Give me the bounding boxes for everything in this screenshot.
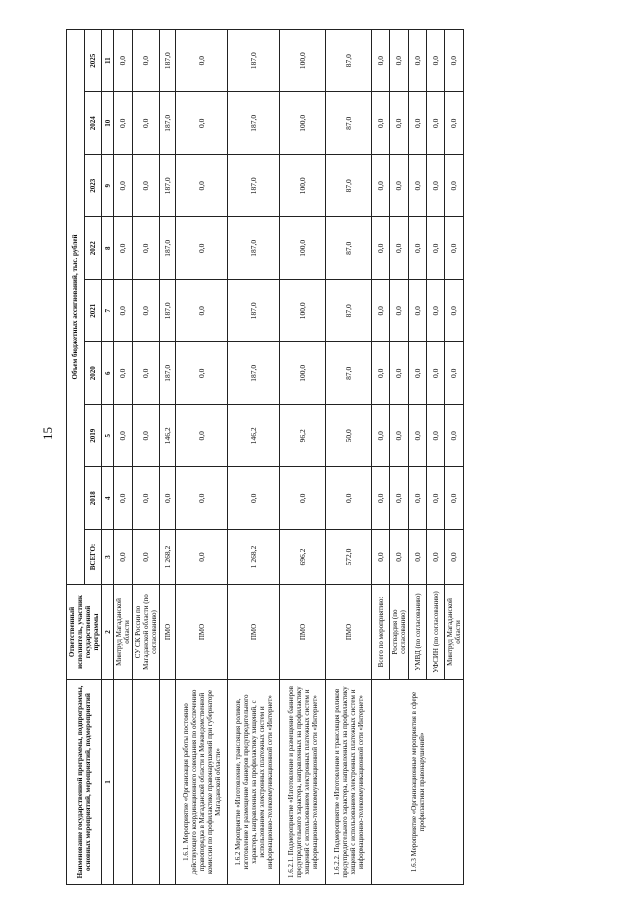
row-value: 0,0	[228, 467, 280, 530]
row-value: 187,0	[228, 217, 280, 280]
group-name: 1.6.3 Мероприятие «Организационные мероприятия в сфере профилактики правонарушений»	[372, 680, 464, 885]
column-index: 5	[102, 405, 114, 468]
row-value: 87,0	[326, 92, 372, 155]
row-value: 187,0	[228, 29, 280, 92]
row-responsible: Минтруд Магаданской области	[445, 585, 464, 680]
row-value: 0,0	[114, 467, 133, 530]
row-value: 0,0	[445, 530, 464, 585]
row-value: 0,0	[445, 155, 464, 218]
row-value: 0,0	[390, 467, 409, 530]
row-value: 0,0	[427, 467, 445, 530]
row-value: 0,0	[372, 405, 390, 468]
column-index: 3	[102, 530, 114, 585]
table-row	[114, 29, 133, 884]
row-value: 0,0	[280, 467, 326, 530]
row-value: 0,0	[372, 155, 390, 218]
row-value: 0,0	[133, 92, 160, 155]
row-value: 0,0	[133, 530, 160, 585]
row-value: 0,0	[372, 29, 390, 92]
header-name: Наименование государственной программы, подпрограммы, основных мероприятий, мероприятий, подмероприятий	[67, 680, 102, 885]
row-value: 100,0	[280, 342, 326, 405]
row-responsible: ПМО	[326, 585, 372, 680]
row-value: 0,0	[427, 405, 445, 468]
row-value: 0,0	[372, 342, 390, 405]
row-value: 187,0	[228, 155, 280, 218]
row-value: 0,0	[176, 217, 228, 280]
row-responsible: СУ СК России по Магаданской области (по согласованию)	[133, 585, 160, 680]
row-value: 0,0	[114, 92, 133, 155]
row-value: 0,0	[390, 405, 409, 468]
row-value: 0,0	[409, 92, 427, 155]
row-value: 0,0	[372, 217, 390, 280]
row-value: 1 268,2	[228, 530, 280, 585]
column-index: 9	[102, 155, 114, 218]
row-value: 0,0	[114, 29, 133, 92]
row-value: 0,0	[114, 405, 133, 468]
row-value: 0,0	[133, 155, 160, 218]
row-name	[133, 680, 160, 885]
row-value: 0,0	[427, 342, 445, 405]
row-value: 0,0	[445, 280, 464, 343]
row-value: 0,0	[390, 342, 409, 405]
row-value: 0,0	[372, 92, 390, 155]
table-row	[228, 29, 280, 884]
row-responsible: ПМО	[280, 585, 326, 680]
row-value: 0,0	[176, 280, 228, 343]
row-value: 0,0	[427, 29, 445, 92]
row-value: 187,0	[160, 342, 176, 405]
row-value: 0,0	[114, 342, 133, 405]
row-value: 100,0	[280, 280, 326, 343]
row-value: 0,0	[427, 530, 445, 585]
row-value: 100,0	[280, 155, 326, 218]
table-body	[114, 29, 464, 884]
row-value: 0,0	[114, 280, 133, 343]
page-number: 15	[40, 427, 55, 440]
row-value: 0,0	[390, 155, 409, 218]
table-row	[160, 29, 176, 884]
header-year: 2019	[84, 405, 102, 468]
header-year: 2022	[84, 217, 102, 280]
row-value: 100,0	[280, 29, 326, 92]
row-value: 0,0	[133, 405, 160, 468]
row-value: 0,0	[445, 217, 464, 280]
row-value: 0,0	[176, 155, 228, 218]
row-value: 0,0	[409, 217, 427, 280]
row-value: 0,0	[427, 280, 445, 343]
row-responsible: Росгвардия (по согласованию)	[390, 585, 409, 680]
row-value: 0,0	[409, 342, 427, 405]
row-value: 0,0	[445, 29, 464, 92]
column-index: 1	[102, 680, 114, 885]
row-value: 100,0	[280, 92, 326, 155]
row-value: 187,0	[160, 29, 176, 92]
row-value: 0,0	[390, 92, 409, 155]
column-index: 8	[102, 217, 114, 280]
row-value: 0,0	[176, 92, 228, 155]
row-value: 146,2	[228, 405, 280, 468]
row-value: 0,0	[390, 530, 409, 585]
row-value: 96,2	[280, 405, 326, 468]
row-value: 0,0	[372, 467, 390, 530]
row-name: 1.6.1. Мероприятие «Организация работы постоянно действующего координационного совещания по обеспечению правопорядка в Магаданской области и Межведомственной комиссии по профилактике правонарушений при губернаторе Магаданской области»	[176, 680, 228, 885]
table-row	[280, 29, 326, 884]
row-name	[160, 680, 176, 885]
row-responsible: Минтруд Магаданской области	[114, 585, 133, 680]
column-index: 10	[102, 92, 114, 155]
row-value: 0,0	[176, 530, 228, 585]
row-value: 0,0	[390, 217, 409, 280]
column-index: 4	[102, 467, 114, 530]
row-value: 0,0	[133, 342, 160, 405]
column-index: 6	[102, 342, 114, 405]
row-value: 50,0	[326, 405, 372, 468]
row-value: 0,0	[427, 155, 445, 218]
row-value: 146,2	[160, 405, 176, 468]
header-year: 2025	[84, 29, 102, 92]
row-responsible: ПМО	[176, 585, 228, 680]
row-value: 87,0	[326, 217, 372, 280]
row-value: 0,0	[176, 405, 228, 468]
row-value: 87,0	[326, 155, 372, 218]
row-value: 0,0	[176, 29, 228, 92]
row-value: 0,0	[160, 467, 176, 530]
rotated-page	[66, 30, 551, 885]
row-value: 0,0	[372, 280, 390, 343]
row-value: 0,0	[409, 280, 427, 343]
row-responsible: УФСИН (по согласованию)	[427, 585, 445, 680]
row-value: 0,0	[326, 467, 372, 530]
row-value: 0,0	[445, 342, 464, 405]
row-name: 1.6.2.2. Подмероприятие «Изготовление и трансляция роликов предупредительного характера, направленных на профилактику хищений с использованием электронных платежных систем и информационно-телекоммуникационной сети «Интернет»	[326, 680, 372, 885]
column-index: 2	[102, 585, 114, 680]
row-value: 0,0	[390, 280, 409, 343]
row-value: 0,0	[409, 155, 427, 218]
row-value: 0,0	[409, 530, 427, 585]
row-value: 0,0	[114, 155, 133, 218]
header-year: 2020	[84, 342, 102, 405]
row-value: 0,0	[176, 467, 228, 530]
header-budget: Объем бюджетных ассигнований, тыс. рублей	[67, 29, 85, 584]
budget-table	[66, 29, 464, 885]
row-value: 0,0	[427, 92, 445, 155]
row-value: 87,0	[326, 342, 372, 405]
header-year: 2021	[84, 280, 102, 343]
row-value: 100,0	[280, 217, 326, 280]
row-name: 1.6.2.1. Подмероприятие «Изготовление и размещение баннеров предупредительного характера, направленных на профилактику хищений с использованием электронных платежных систем и информационно-телекоммуникационной сети «Интернет»	[280, 680, 326, 885]
row-value: 696,2	[280, 530, 326, 585]
row-value: 1 268,2	[160, 530, 176, 585]
row-value: 0,0	[133, 467, 160, 530]
row-value: 187,0	[160, 217, 176, 280]
header-responsible: Ответственный исполнитель, участник государственной программы	[67, 585, 102, 680]
table-header	[67, 29, 114, 884]
row-value: 187,0	[228, 342, 280, 405]
row-value: 572,0	[326, 530, 372, 585]
column-index: 7	[102, 280, 114, 343]
index-row	[102, 29, 114, 884]
column-index: 11	[102, 29, 114, 92]
row-value: 0,0	[445, 92, 464, 155]
row-name: 1.6.2 Мероприятие «Изготовление, трансляция роликов, изготовление и размещение баннеров предупредительного характера, направленных на профилактику хищений, с использованием электронных платежных систем и информационно-телекоммуникационной сети «Интернет»	[228, 680, 280, 885]
row-value: 187,0	[160, 155, 176, 218]
row-value: 87,0	[326, 29, 372, 92]
row-value: 0,0	[176, 342, 228, 405]
row-value: 0,0	[409, 405, 427, 468]
row-responsible: УМВД (по согласованию)	[409, 585, 427, 680]
row-value: 187,0	[160, 280, 176, 343]
row-value: 87,0	[326, 280, 372, 343]
table-row	[176, 29, 228, 884]
header-year: 2023	[84, 155, 102, 218]
row-value: 0,0	[133, 280, 160, 343]
row-value: 187,0	[228, 280, 280, 343]
table-row	[372, 29, 390, 884]
row-responsible: Всего по мероприятию:	[372, 585, 390, 680]
row-value: 0,0	[133, 29, 160, 92]
row-value: 187,0	[228, 92, 280, 155]
row-value: 0,0	[390, 29, 409, 92]
row-value: 0,0	[372, 530, 390, 585]
row-value: 187,0	[160, 92, 176, 155]
row-value: 0,0	[114, 217, 133, 280]
header-year: 2018	[84, 467, 102, 530]
row-name	[114, 680, 133, 885]
row-value: 0,0	[445, 405, 464, 468]
header-year: 2024	[84, 92, 102, 155]
table-row	[133, 29, 160, 884]
row-responsible: ПМО	[228, 585, 280, 680]
row-value: 0,0	[427, 217, 445, 280]
row-value: 0,0	[409, 467, 427, 530]
row-value: 0,0	[409, 29, 427, 92]
row-value: 0,0	[114, 530, 133, 585]
header-total: ВСЕГО:	[84, 530, 102, 585]
table-row	[326, 29, 372, 884]
row-value: 0,0	[445, 467, 464, 530]
row-value: 0,0	[133, 217, 160, 280]
row-responsible: ПМО	[160, 585, 176, 680]
